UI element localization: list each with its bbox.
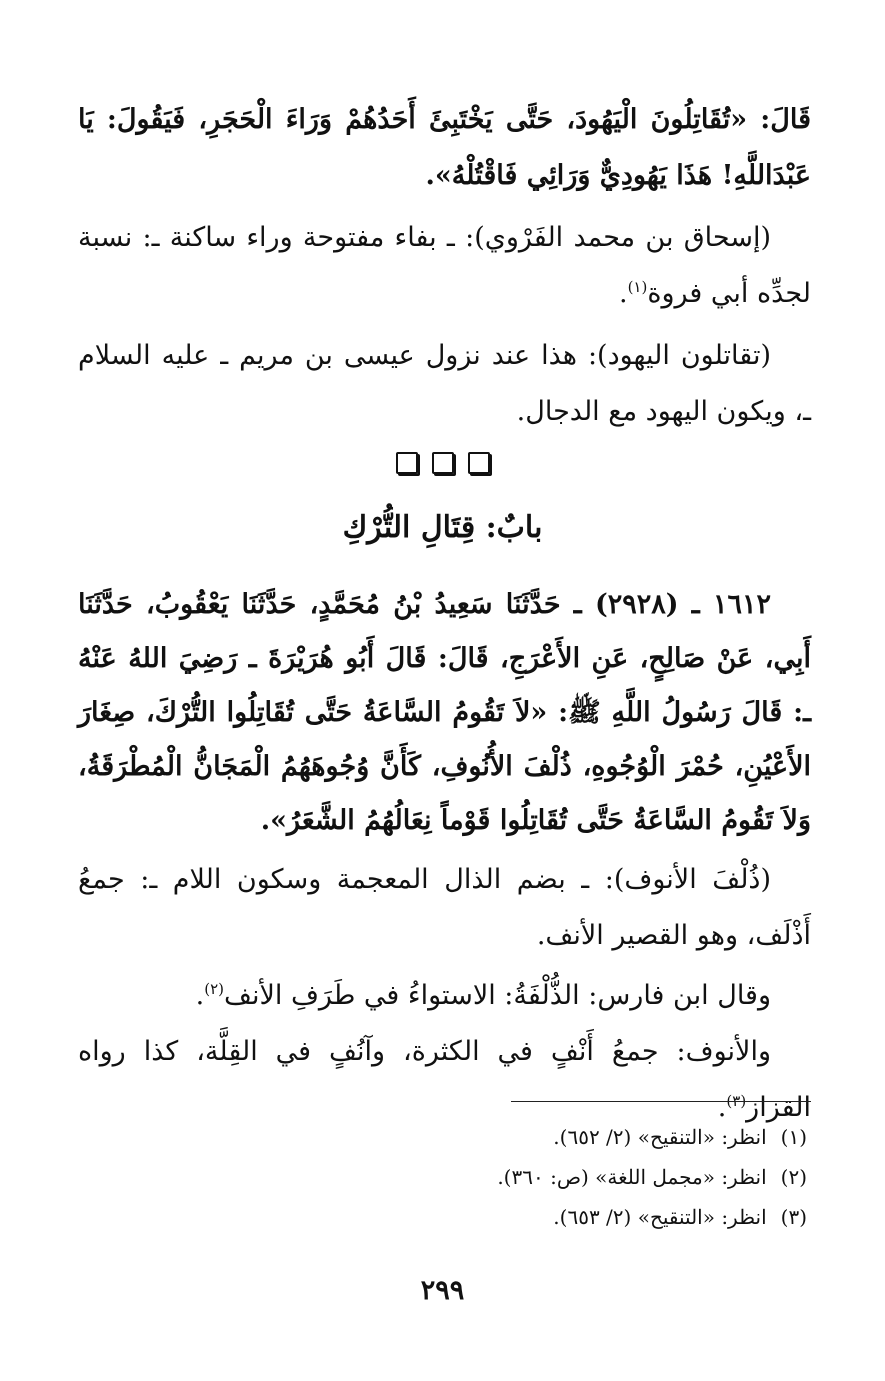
commentary-3-text: والأنوف: جمعُ أَنْفٍ في الكثرة، وآنُفٍ في القِلَّة، كذا رواه القزاز xyxy=(78,1036,811,1123)
square-ornament-icon xyxy=(468,452,490,474)
narrator-note-text: (إسحاق بن محمد الفَرْوي): ـ بفاء مفتوحة وراء ساكنة ـ: نسبة لجدِّه أبي فروة xyxy=(78,222,811,309)
top-text-block xyxy=(78,92,811,440)
narrator-note: (إسحاق بن محمد الفَرْوي): ـ بفاء مفتوحة وراء ساكنة ـ: نسبة لجدِّه أبي فروة$^{(١)}$. xyxy=(78,222,811,309)
hadith-block xyxy=(78,578,811,1136)
square-ornament-icon xyxy=(432,452,454,474)
footnote-ref-2: (٢) xyxy=(204,980,224,998)
commentary-3: والأنوف: جمعُ أَنْفٍ في الكثرة، وآنُفٍ في القِلَّة، كذا رواه القزاز$^{(٣)}$. xyxy=(78,1036,811,1123)
page-number: ٢٩٩ xyxy=(420,1275,465,1306)
footnote-number: (٢) xyxy=(780,1165,807,1189)
square-ornament-icon xyxy=(396,452,418,474)
hadith-text: ١٦١٢ ـ (٢٩٢٨) ـ حَدَّثَنَا سَعِيدُ بْنُ مُحَمَّدٍ، حَدَّثَنَا يَعْقُوبُ، حَدَّثَنَا أَبِي، عَنْ صَالِحٍ، عَنِ الأَعْرَجِ، قَالَ: قَالَ أَبُو هُرَيْرَةَ ـ رَضِيَ اللهُ عَنْهُ ـ: قَالَ رَسُولُ اللَّهِ ﷺ: «لاَ تَقُومُ السَّاعَةُ حَتَّى تُقَاتِلُوا التُّرْكَ، صِغَارَ الأَعْيُنِ، حُمْرَ الْوُجُوهِ، ذُلْفَ الأُنُوفِ، كَأَنَّ وُجُوهَهُمُ الْمَجَانُّ الْمُطْرَقَةُ، وَلاَ تَقُومُ السَّاعَةُ حَتَّى تُقَاتِلُوا قَوْماً نِعَالُهُمُ الشَّعَرُ». xyxy=(78,589,811,836)
footnote-separator xyxy=(511,1101,811,1102)
footnote-text: انظر: «مجمل اللغة» (ص: ٣٦٠). xyxy=(497,1165,767,1189)
footnote-3 xyxy=(78,1197,807,1237)
footnote-ref-3: (٣) xyxy=(726,1092,747,1110)
section-divider-ornament xyxy=(0,452,885,474)
footnote-text: انظر: «التنقيح» (٢/ ٦٥٣). xyxy=(553,1205,767,1229)
commentary-1: (ذُلْفَ الأنوف): ـ بضم الذال المعجمة وسكون اللام ـ: جمعُ أَذْلَف، وهو القصير الأنف. xyxy=(78,864,811,951)
hadith-continuation: قَالَ: «تُقَاتِلُونَ الْيَهُودَ، حَتَّى يَخْتَبِئَ أَحَدُهُمْ وَرَاءَ الْحَجَرِ، فَيَقُولَ: يَا عَبْدَاللَّهِ! هَذَا يَهُودِيٌّ وَرَائِي فَاقْتُلْهُ». xyxy=(78,104,811,191)
chapter-title: بابٌ: قِتَالِ التُّرْكِ xyxy=(342,510,543,545)
footnote-number: (١) xyxy=(780,1125,807,1149)
footnote-2 xyxy=(78,1157,807,1197)
explanation-note: (تقاتلون اليهود): هذا عند نزول عيسى بن مريم ـ عليه السلام ـ، ويكون اليهود مع الدجال. xyxy=(78,340,811,427)
footnote-number: (٣) xyxy=(780,1205,807,1229)
commentary-2-text: وقال ابن فارس: الذُّلْفَةُ: الاستواءُ في طَرَفِ الأنف xyxy=(224,980,771,1011)
footnotes-block xyxy=(78,1117,807,1237)
commentary-2: وقال ابن فارس: الذُّلْفَةُ: الاستواءُ في طَرَفِ الأنف$^{(٢)}$. xyxy=(195,980,771,1011)
footnote-text: انظر: «التنقيح» (٢/ ٦٥٢). xyxy=(553,1125,767,1149)
footnote-1 xyxy=(78,1117,807,1157)
footnote-ref-1: (١) xyxy=(627,278,648,296)
